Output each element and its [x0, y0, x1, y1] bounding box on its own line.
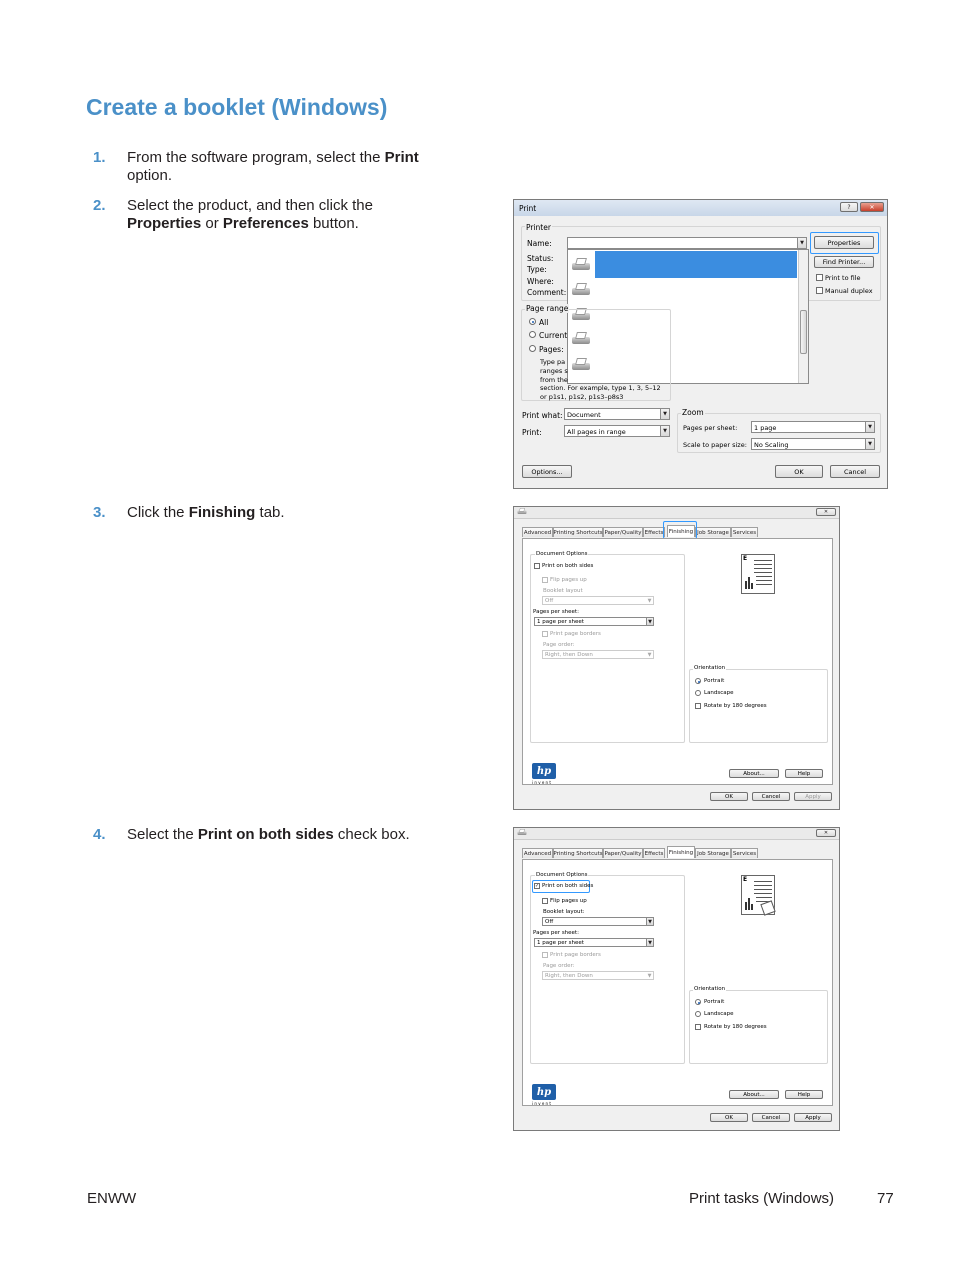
- step-4-pre: Select the: [127, 826, 198, 843]
- chevron-down-icon[interactable]: ▼: [865, 439, 874, 449]
- pages-per-sheet-value: 1 page per sheet: [537, 940, 584, 946]
- portrait-label: Portrait: [704, 999, 725, 1005]
- page-flip-icon: [760, 900, 775, 915]
- page-title: Create a booklet (Windows): [86, 94, 388, 120]
- pages-radio[interactable]: [529, 345, 536, 352]
- hint-line-3: from the: [540, 376, 568, 384]
- step-1-bold: Print: [384, 149, 419, 166]
- printer-icon: [571, 258, 591, 272]
- tab-printing-shortcuts[interactable]: Printing Shortcuts: [553, 848, 603, 858]
- tab-job-storage[interactable]: Job Storage: [695, 848, 731, 858]
- ok-button[interactable]: OK: [710, 792, 748, 801]
- page-order-combo[interactable]: [542, 650, 654, 659]
- booklet-layout-value: Off: [545, 919, 554, 925]
- document-preview-icon: [741, 875, 775, 915]
- booklet-layout-label: Booklet layout: [543, 588, 583, 594]
- print-page-borders-checkbox[interactable]: [542, 631, 548, 637]
- about-button[interactable]: About...: [729, 769, 779, 778]
- print-both-sides-screenshot: [513, 827, 840, 1131]
- manual-duplex-label: Manual duplex: [825, 287, 873, 295]
- orientation-label: Orientation: [694, 665, 726, 671]
- chevron-down-icon[interactable]: ▼: [646, 618, 653, 625]
- pages-per-sheet-label: Pages per sheet:: [683, 424, 738, 432]
- portrait-label: Portrait: [704, 678, 725, 684]
- finishing-titlebar: [514, 828, 839, 840]
- step-2-post: button.: [308, 215, 359, 232]
- hp-logo: hp: [532, 763, 556, 779]
- landscape-radio[interactable]: [695, 1011, 701, 1017]
- tab-job-storage[interactable]: Job Storage: [695, 527, 731, 537]
- page-order-label: Page order:: [543, 963, 575, 969]
- finishing-panel: [522, 538, 833, 785]
- close-icon[interactable]: ✕: [816, 829, 836, 837]
- flip-pages-checkbox[interactable]: [542, 577, 548, 583]
- finishing-tab-highlight: [663, 521, 697, 539]
- finishing-panel: [522, 859, 833, 1106]
- close-icon[interactable]: ✕: [860, 202, 884, 212]
- pages-per-sheet-label: Pages per sheet:: [533, 930, 579, 936]
- document-preview-letter: E: [743, 876, 748, 883]
- step-3-text: [127, 504, 285, 522]
- booklet-layout-value: Off: [545, 598, 554, 604]
- print-both-sides-checkbox[interactable]: [534, 563, 540, 569]
- step-4-text: [127, 826, 410, 844]
- print-page-borders-checkbox[interactable]: [542, 952, 548, 958]
- all-radio[interactable]: [529, 318, 536, 325]
- printer-list-selected-item[interactable]: [595, 251, 797, 278]
- landscape-label: Landscape: [704, 1011, 734, 1017]
- pages-per-sheet-combo[interactable]: [534, 617, 654, 626]
- rotate-180-label: Rotate by 180 degrees: [704, 703, 767, 709]
- all-label: All: [539, 318, 549, 327]
- finishing-dialog-screenshot: [513, 506, 840, 810]
- rotate-180-label: Rotate by 180 degrees: [704, 1024, 767, 1030]
- pages-per-sheet-combo[interactable]: [534, 938, 654, 947]
- tab-effects[interactable]: Effects: [643, 527, 665, 537]
- printer-group-label: Printer: [526, 223, 551, 232]
- booklet-layout-label: Booklet layout:: [543, 909, 585, 915]
- where-label: Where:: [527, 277, 554, 286]
- chevron-down-icon[interactable]: ▼: [647, 651, 652, 658]
- hint-line-2: ranges s: [540, 367, 568, 375]
- rotate-180-checkbox[interactable]: [695, 703, 701, 709]
- print-combo[interactable]: [564, 425, 670, 437]
- pages-per-sheet-combo[interactable]: [751, 421, 875, 433]
- landscape-radio[interactable]: [695, 690, 701, 696]
- step-2-bold1: Properties: [127, 215, 202, 232]
- footer-left: ENWW: [87, 1190, 137, 1207]
- booklet-layout-combo[interactable]: [542, 596, 654, 605]
- invent-text: i n v e n t: [532, 1101, 551, 1106]
- step-1-pre: From the software program, select the: [127, 149, 385, 166]
- scale-value: No Scaling: [754, 441, 789, 449]
- cancel-button[interactable]: Cancel: [752, 1113, 790, 1122]
- landscape-label: Landscape: [704, 690, 734, 696]
- printer-list-scrollbar[interactable]: [798, 250, 808, 383]
- print-what-combo[interactable]: [564, 408, 670, 420]
- tab-services[interactable]: Services: [731, 527, 758, 537]
- chevron-down-icon[interactable]: ▼: [646, 918, 653, 925]
- find-printer-button[interactable]: Find Printer...: [814, 256, 874, 268]
- step-2-text: [127, 197, 373, 233]
- cancel-button[interactable]: Cancel: [830, 465, 880, 478]
- page-order-combo[interactable]: [542, 971, 654, 980]
- help-button[interactable]: Help: [785, 769, 823, 778]
- type-label: Type:: [527, 265, 547, 274]
- scale-combo[interactable]: [751, 438, 875, 450]
- print-both-sides-checkbox[interactable]: ✓: [535, 883, 540, 889]
- print-label: Print:: [522, 428, 542, 437]
- print-both-sides-label: Print on both sides: [542, 563, 594, 569]
- finishing-titlebar: [514, 507, 839, 519]
- options-button[interactable]: Options...: [522, 465, 572, 478]
- scrollbar-thumb[interactable]: [800, 310, 807, 354]
- print-value: All pages in range: [567, 428, 626, 436]
- print-page-borders-label: Print page borders: [550, 952, 601, 958]
- document-preview-icon: [741, 554, 775, 594]
- chevron-down-icon[interactable]: ▼: [797, 238, 806, 248]
- hp-logo: hp: [532, 1084, 556, 1100]
- step-4-post: check box.: [333, 826, 410, 843]
- footer-section: Print tasks (Windows): [689, 1190, 835, 1207]
- page-order-value: Right, then Down: [545, 652, 593, 658]
- flip-pages-checkbox[interactable]: [542, 898, 548, 904]
- step-3-pre: Click the: [127, 504, 189, 521]
- tab-effects[interactable]: Effects: [643, 848, 665, 858]
- tab-paper-quality[interactable]: Paper/Quality: [603, 848, 643, 858]
- apply-button[interactable]: Apply: [794, 792, 832, 801]
- print-dialog-titlebar: [514, 200, 887, 216]
- hint-line-4: section. For example, type 1, 3, 5–12: [540, 384, 661, 392]
- invent-text: i n v e n t: [532, 780, 551, 785]
- ok-button[interactable]: OK: [775, 465, 823, 478]
- portrait-radio[interactable]: [695, 999, 701, 1005]
- footer-page-number: 77: [877, 1190, 894, 1207]
- rotate-180-checkbox[interactable]: [695, 1024, 701, 1030]
- scale-label: Scale to paper size:: [683, 441, 747, 449]
- about-button[interactable]: About...: [729, 1090, 779, 1099]
- tab-finishing[interactable]: Finishing: [667, 846, 695, 858]
- document-preview-letter: E: [743, 555, 748, 562]
- page-order-value: Right, then Down: [545, 973, 593, 979]
- orientation-label: Orientation: [694, 986, 726, 992]
- apply-button[interactable]: Apply: [794, 1113, 832, 1122]
- document-options-label: Document Options: [536, 872, 588, 878]
- help-icon[interactable]: ?: [840, 202, 858, 212]
- booklet-layout-combo[interactable]: [542, 917, 654, 926]
- tab-services[interactable]: Services: [731, 848, 758, 858]
- chevron-down-icon[interactable]: ▼: [660, 426, 669, 436]
- step-1-text: [127, 149, 419, 185]
- current-radio[interactable]: [529, 331, 536, 338]
- printer-icon: [517, 829, 527, 836]
- manual-duplex-checkbox[interactable]: [816, 287, 823, 294]
- page-order-label: Page order:: [543, 642, 575, 648]
- help-button[interactable]: Help: [785, 1090, 823, 1099]
- flip-pages-label: Flip pages up: [550, 577, 587, 583]
- tab-printing-shortcuts[interactable]: Printing Shortcuts: [553, 527, 603, 537]
- portrait-radio[interactable]: [695, 678, 701, 684]
- tab-advanced[interactable]: Advanced: [522, 527, 553, 537]
- current-label: Current: [539, 331, 568, 340]
- step-2-mid: or: [201, 215, 223, 232]
- pages-label: Pages:: [539, 345, 564, 354]
- print-what-label: Print what:: [522, 411, 563, 420]
- properties-button[interactable]: Properties: [814, 236, 874, 249]
- flip-pages-label: Flip pages up: [550, 898, 587, 904]
- tab-advanced[interactable]: Advanced: [522, 848, 553, 858]
- name-label: Name:: [527, 239, 552, 248]
- step-3-bold: Finishing: [188, 504, 256, 521]
- hint-line-5: or p1s1, p1s2, p1s3–p8s3: [540, 393, 624, 401]
- step-3-number: 3.: [93, 504, 106, 521]
- step-1-number: 1.: [93, 149, 106, 166]
- step-2-pre: Select the product, and then click the: [127, 197, 373, 214]
- print-both-sides-label: Print on both sides: [542, 883, 594, 889]
- printer-icon: [517, 508, 527, 515]
- step-4-number: 4.: [93, 826, 106, 843]
- pages-per-sheet-value: 1 page per sheet: [537, 619, 584, 625]
- chevron-down-icon[interactable]: ▼: [865, 422, 874, 432]
- close-icon[interactable]: ✕: [816, 508, 836, 516]
- chevron-down-icon[interactable]: ▼: [660, 409, 669, 419]
- chevron-down-icon[interactable]: ▼: [647, 597, 652, 604]
- print-dialog-title: Print: [519, 204, 537, 213]
- printer-name-combo[interactable]: [567, 237, 807, 249]
- pages-per-sheet-value: 1 page: [754, 424, 777, 432]
- print-what-value: Document: [567, 411, 601, 419]
- page-range-label: Page range: [526, 304, 569, 313]
- cancel-button[interactable]: Cancel: [752, 792, 790, 801]
- print-to-file-label: Print to file: [825, 274, 861, 282]
- print-dialog-screenshot: [513, 199, 888, 489]
- print-page-borders-label: Print page borders: [550, 631, 601, 637]
- chevron-down-icon[interactable]: ▼: [646, 939, 653, 946]
- step-2-number: 2.: [93, 197, 106, 214]
- tab-finishing[interactable]: Finishing: [667, 525, 695, 537]
- document-options-label: Document Options: [536, 551, 588, 557]
- printer-icon: [571, 283, 591, 297]
- print-to-file-checkbox[interactable]: [816, 274, 823, 281]
- pages-per-sheet-label: Pages per sheet:: [533, 609, 579, 615]
- step-2-bold2: Preferences: [222, 215, 309, 232]
- zoom-label: Zoom: [682, 408, 704, 417]
- step-1-line2: option.: [127, 167, 173, 184]
- ok-button[interactable]: OK: [710, 1113, 748, 1122]
- chevron-down-icon[interactable]: ▼: [647, 972, 652, 979]
- comment-label: Comment:: [527, 288, 567, 297]
- tab-paper-quality[interactable]: Paper/Quality: [603, 527, 643, 537]
- step-3-post: tab.: [255, 504, 285, 521]
- step-4-bold: Print on both sides: [197, 826, 334, 843]
- status-label: Status:: [527, 254, 554, 263]
- hint-line-1: Type pa: [540, 358, 566, 366]
